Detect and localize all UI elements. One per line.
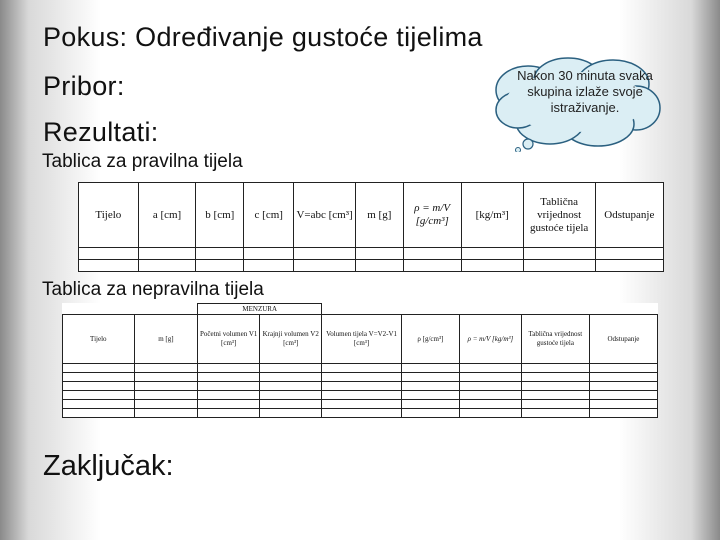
table-row <box>63 382 658 391</box>
section-regular-title: Tablica za pravilna tijela <box>42 151 243 172</box>
group-header-menzura: MENZURA <box>198 304 322 315</box>
header-cell: [kg/m³] <box>461 183 523 248</box>
header-cell: Tablična vrijednost gustoće tijela <box>523 183 595 248</box>
table-row <box>79 260 664 272</box>
header-cell: ρ = m/V [g/cm³] <box>403 183 461 248</box>
header-cell: Odstupanje <box>589 315 657 364</box>
header-cell: ρ [g/cm³] <box>401 315 459 364</box>
header-cell: Početni volumen V1 [cm³] <box>198 315 260 364</box>
table-row <box>63 391 658 400</box>
header-cell: Odstupanje <box>595 183 663 248</box>
header-cell: Tijelo <box>63 315 135 364</box>
table-header-row <box>63 315 658 364</box>
header-cell: a [cm] <box>138 183 196 248</box>
table-row <box>63 364 658 373</box>
header-cell: Krajnji volumen V2 [cm³] <box>260 315 322 364</box>
header-cell: Tablična vrijednost gustoće tijela <box>521 315 589 364</box>
table-row <box>63 409 658 418</box>
header-cell: c [cm] <box>244 183 294 248</box>
table-irregular <box>62 303 658 418</box>
header-cell: m [g] <box>355 183 403 248</box>
conclusion-label: Zaključak: <box>43 450 174 482</box>
table-row <box>63 400 658 409</box>
header-cell: b [cm] <box>196 183 244 248</box>
table-header-row <box>79 183 664 248</box>
table-row <box>63 373 658 382</box>
header-cell: Tijelo <box>79 183 139 248</box>
table-row <box>79 248 664 260</box>
header-cell: m [g] <box>134 315 198 364</box>
group-header-row <box>63 304 658 315</box>
page-title <box>43 22 483 53</box>
table-regular <box>78 182 664 272</box>
title-label: Pokus: <box>43 22 128 52</box>
pribor-label: Pribor: <box>43 71 125 101</box>
title-text: Određivanje gustoće tijelima <box>135 22 483 52</box>
header-cell: V=abc [cm³] <box>294 183 356 248</box>
section-irregular-title: Tablica za nepravilna tijela <box>42 279 264 300</box>
header-cell: ρ = m/V [kg/m³] <box>459 315 521 364</box>
cloud-text: Nakon 30 minuta svaka skupina izlaže svoje istraživanje. <box>517 68 653 115</box>
header-cell: Volumen tijela V=V2-V1 [cm³] <box>322 315 402 364</box>
rezultati-label: Rezultati: <box>43 117 159 147</box>
